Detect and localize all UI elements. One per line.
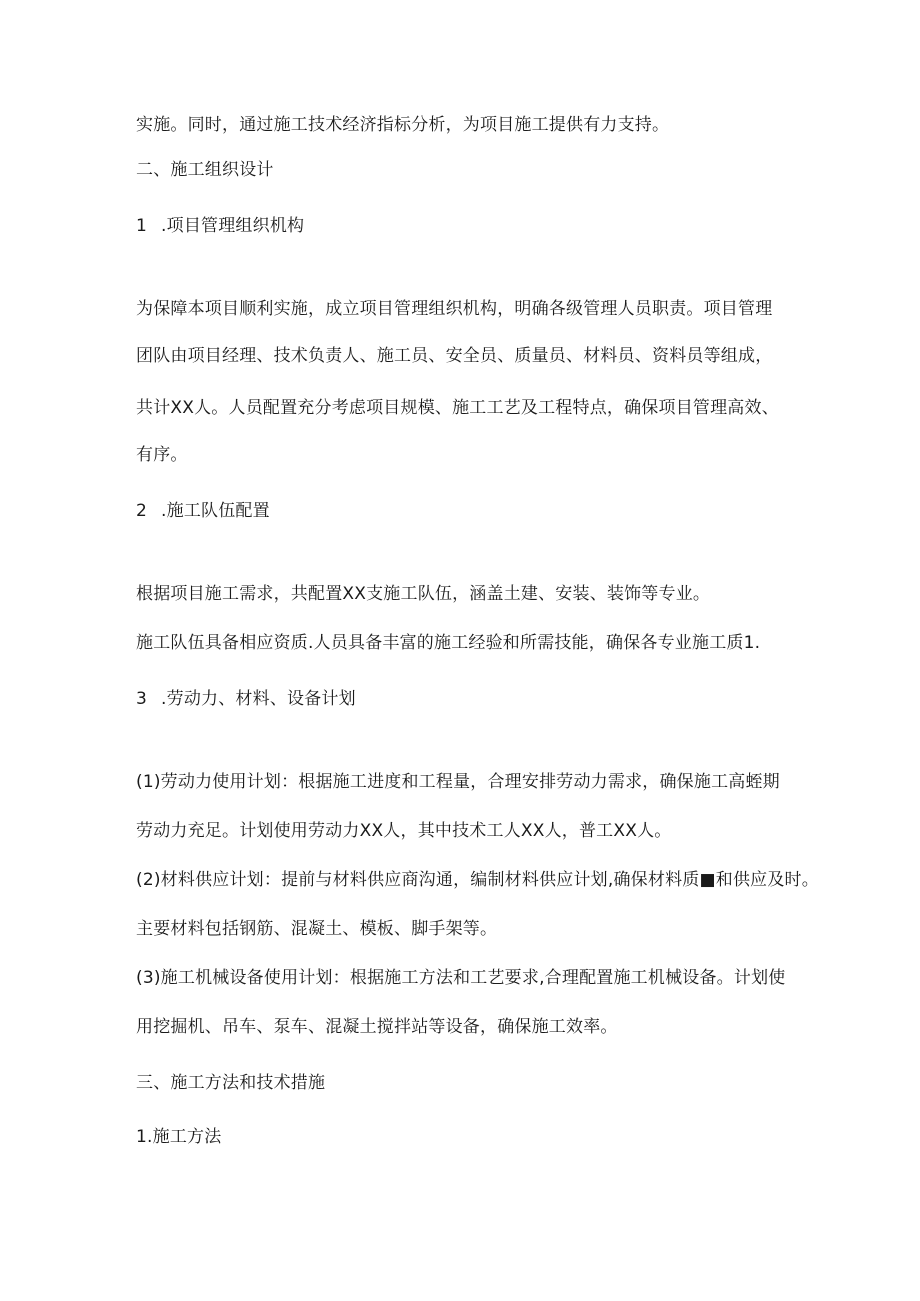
subheading-2-title: .施工队伍配置 xyxy=(161,501,270,521)
subheading-3 xyxy=(136,687,356,711)
subheading-1-title: .项目管理组织机构 xyxy=(161,216,305,236)
subheading-3-number: 3 xyxy=(136,689,148,709)
subheading-2 xyxy=(136,499,270,523)
para1-line-1: 为保障本项目顺利实施，成立项目管理组织机构，明确各级管理人员职责。项目管理 xyxy=(136,299,773,319)
para3-line-5: (3)施工机械设备使用计划：根据施工方法和工艺要求,合理配置施工机械设备。计划使 xyxy=(136,968,786,988)
subheading-1 xyxy=(136,214,304,238)
subheading-4: 1.施工方法 xyxy=(136,1127,222,1147)
section3-heading: 三、施工方法和技术措施 xyxy=(136,1073,326,1093)
para3-line-6: 用挖掘机、吊车、泵车、混凝土搅拌站等设备，确保施工效率。 xyxy=(136,1017,618,1037)
para2-line-1: 根据项目施工需求，共配置XX支施工队伍，涵盖土建、安装、装饰等专业。 xyxy=(136,584,711,604)
para3-line-2: 劳动力充足。计划使用劳动力XX人，其中技术工人XX人，普工XX人。 xyxy=(136,821,672,841)
para1-line-2: 团队由项目经理、技术负责人、施工员、安全员、质量员、材料员、资料员等组成， xyxy=(136,346,773,366)
para3-line-3: (2)材料供应计划：提前与材料供应商沟通，编制材料供应计划,确保材料质■和供应及时。 xyxy=(136,870,819,890)
subheading-2-number: 2 xyxy=(136,501,148,521)
para3-line-1: (1)劳动力使用计划：根据施工进度和工程量，合理安排劳动力需求，确保施工高蛭期 xyxy=(136,772,780,792)
para1-line-3: 共计XX人。人员配置充分考虑项目规模、施工工艺及工程特点，确保项目管理高效、 xyxy=(136,398,779,418)
subheading-3-title: .劳动力、材料、设备计划 xyxy=(161,689,356,709)
subheading-1-number: 1 xyxy=(136,216,148,236)
para1-line-4: 有序。 xyxy=(136,445,188,465)
section2-heading: 二、施工组织设计 xyxy=(136,160,274,180)
para2-line-2: 施工队伍具备相应资质.人员具备丰富的施工经验和所需技能，确保各专业施工质1. xyxy=(136,633,761,653)
intro-line: 实施。同时，通过施工技术经济指标分析，为项目施工提供有力支持。 xyxy=(136,115,670,135)
para3-line-4: 主要材料包括钢筋、混凝土、模板、脚手架等。 xyxy=(136,919,498,939)
